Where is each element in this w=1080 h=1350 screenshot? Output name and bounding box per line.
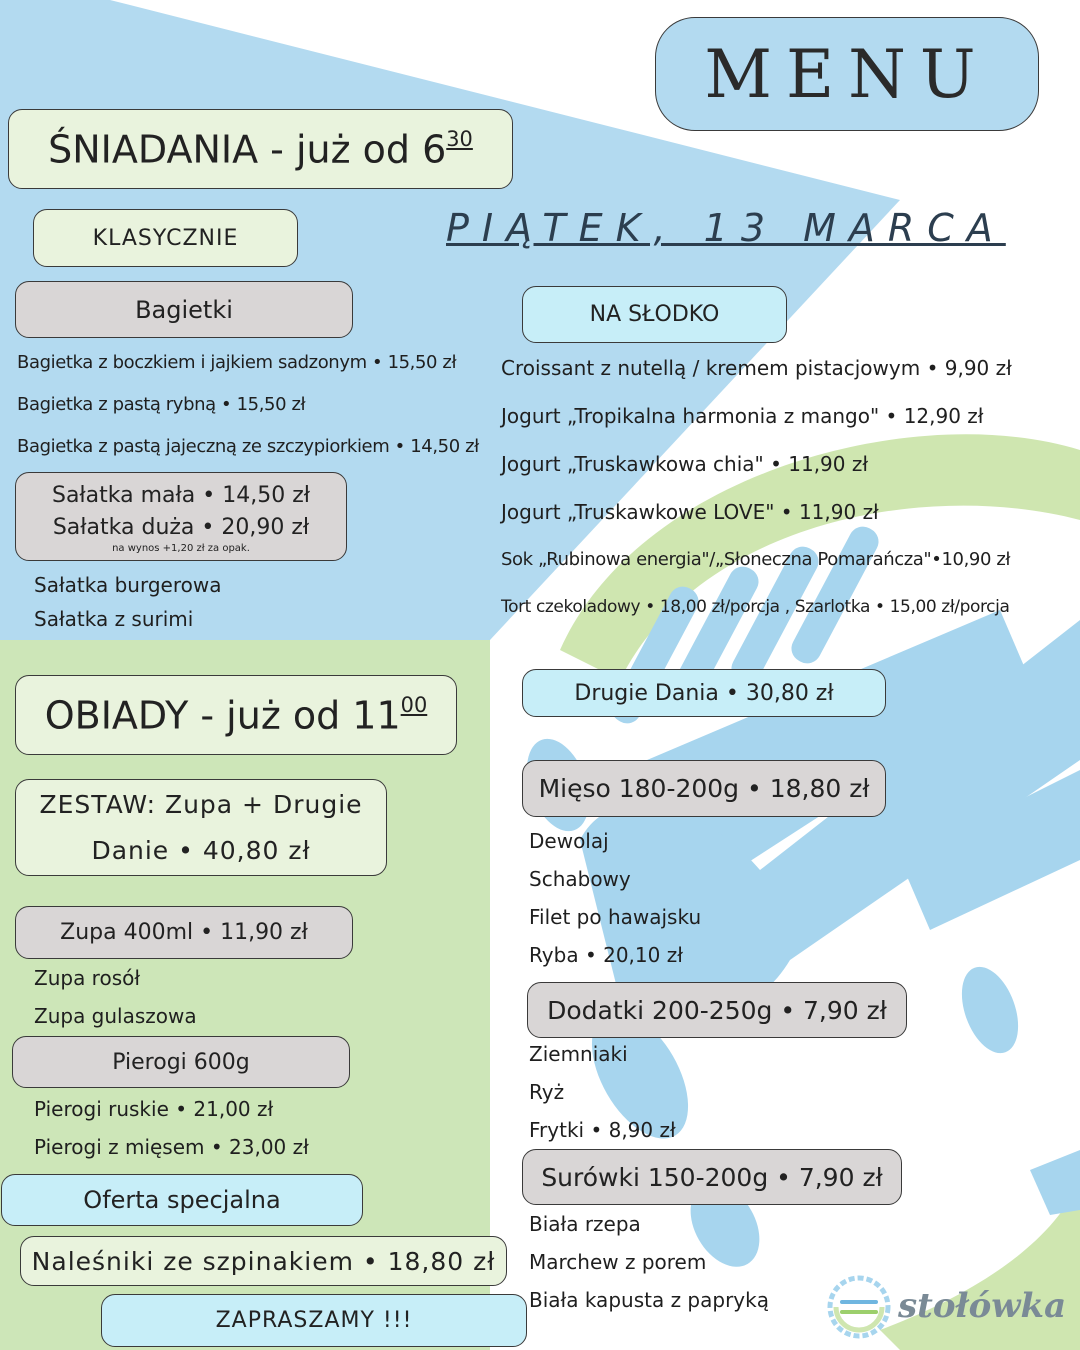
pierogi-item-2: Pierogi z mięsem • 23,00 zł [34, 1135, 309, 1159]
classic-label-box [33, 209, 298, 267]
mains-label: Drugie Dania • 30,80 zł [574, 680, 834, 706]
stolowka-logo [826, 1274, 1076, 1340]
lunch-time-minutes: 00 [400, 692, 428, 717]
salad-small: Sałatka mała • 14,50 zł [51, 483, 311, 508]
meat-item-1: Dewolaj [529, 829, 609, 853]
breakfast-time-minutes: 30 [446, 126, 473, 151]
soup-label-box [15, 906, 353, 959]
meat-item-4: Ryba • 20,10 zł [529, 943, 683, 967]
meat-label-box [522, 760, 886, 817]
sweet-item-3: Jogurt „Truskawkowa chia" • 11,90 zł [501, 452, 869, 476]
menu-title-box [655, 17, 1039, 131]
invite-box [101, 1294, 527, 1347]
salad-large: Sałatka duża • 20,90 zł [52, 515, 310, 540]
sweet-label: NA SŁODKO [589, 302, 720, 327]
meat-item-2: Schabowy [529, 867, 631, 891]
meat-label: Mięso 180-200g • 18,80 zł [538, 774, 870, 803]
meat-item-3: Filet po hawajsku [529, 905, 702, 929]
date-heading: PIĄTEK, 13 MARCA [446, 206, 1006, 250]
set-menu-line-2: Danie • 40,80 zł [91, 835, 311, 865]
pierogi-item-1: Pierogi ruskie • 21,00 zł [34, 1097, 274, 1121]
sides-label: Dodatki 200-250g • 7,90 zł [547, 995, 887, 1025]
breakfast-title: ŚNIADANIA - już od $6^{30}$ [48, 126, 473, 172]
sweet-item-5: Sok „Rubinowa energia"/„Słoneczna Pomarańcza"•10,90 zł [501, 549, 1011, 570]
raw-salads-label-box [522, 1149, 902, 1205]
pierogi-label: Pierogi 600g [112, 1049, 250, 1075]
sweet-item-4: Jogurt „Truskawkowe LOVE" • 11,90 zł [501, 500, 879, 524]
side-item-1: Ziemniaki [529, 1042, 628, 1066]
baguettes-label-box [15, 281, 353, 338]
soup-label: Zupa 400ml • 11,90 zł [60, 920, 308, 945]
salad-item-1: Sałatka burgerowa [34, 573, 222, 597]
set-menu-box [15, 779, 387, 876]
special-offer-label: Oferta specjalna [83, 1186, 281, 1214]
classic-label: KLASYCZNIE [92, 225, 239, 251]
sweet-item-6: Tort czekoladowy • 18,00 zł/porcja , Szarlotka • 15,00 zł/porcja [501, 597, 1010, 617]
side-item-2: Ryż [529, 1080, 565, 1104]
special-item: Naleśniki ze szpinakiem • 18,80 zł [31, 1246, 496, 1276]
soup-item-2: Zupa gulaszowa [34, 1004, 197, 1028]
logo-text: stołówka [898, 1286, 1067, 1326]
baguette-item-1: Bagietka z boczkiem i jajkiem sadzonym • 15,50 zł [17, 352, 457, 373]
pierogi-label-box [12, 1036, 350, 1088]
salad-item-2: Sałatka z surimi [34, 607, 194, 631]
invite-text: ZAPRASZAMY !!! [215, 1308, 413, 1333]
sides-label-box [527, 982, 907, 1038]
baguette-item-3: Bagietka z pastą jajeczną ze szczypiorkiem • 14,50 zł [17, 436, 479, 457]
set-menu-line-1: ZESTAW: Zupa + Drugie [39, 789, 363, 819]
soup-item-1: Zupa rosół [34, 966, 141, 990]
mains-label-box [522, 669, 886, 717]
lunch-title: OBIADY - już od $11^{00}$ [44, 692, 428, 738]
baguettes-label: Bagietki [135, 295, 233, 324]
raw-salads-label: Surówki 150-200g • 7,90 zł [541, 1162, 883, 1192]
special-offer-box [1, 1174, 363, 1226]
takeaway-note: na wynos +1,20 zł za opak. [112, 543, 250, 554]
special-item-box [20, 1236, 507, 1286]
baguette-item-2: Bagietka z pastą rybną • 15,50 zł [17, 394, 306, 415]
side-item-3: Frytki • 8,90 zł [529, 1118, 676, 1142]
lunch-title-box [15, 675, 457, 755]
sweet-label-box [522, 286, 787, 343]
plate-logo-icon [826, 1274, 892, 1340]
breakfast-title-box [8, 109, 513, 189]
menu-title: MENU [704, 35, 990, 113]
raw-salad-item-3: Biała kapusta z papryką [529, 1288, 769, 1312]
sweet-item-1: Croissant z nutellą / kremem pistacjowym • 9,90 zł [501, 356, 1012, 380]
raw-salad-item-1: Biała rzepa [529, 1212, 641, 1236]
sweet-item-2: Jogurt „Tropikalna harmonia z mango" • 12,90 zł [501, 404, 984, 428]
raw-salad-item-2: Marchew z porem [529, 1250, 707, 1274]
salad-sizes-box [15, 472, 347, 561]
